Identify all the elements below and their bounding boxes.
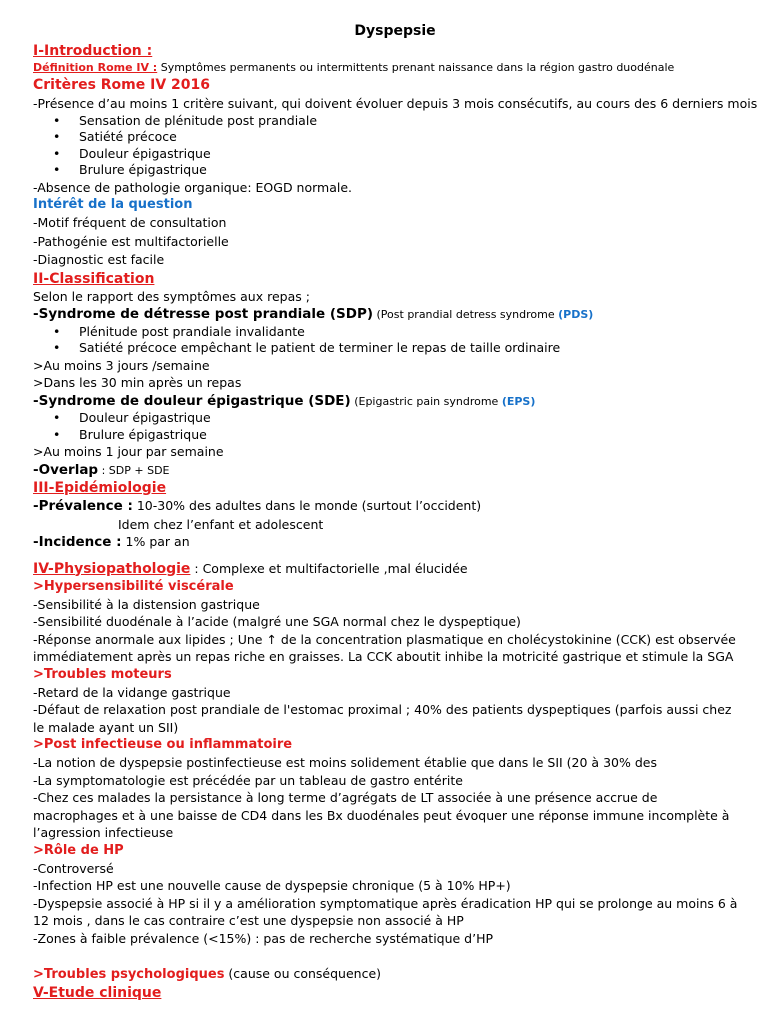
hp-item: -Infection HP est une nouvelle cause de dyspepsie chronique (5 à 10% HP+) (33, 878, 511, 893)
motor-heading: >Troubles moteurs (33, 666, 172, 682)
psych-text: (cause ou conséquence) (224, 966, 382, 981)
visceral-item: -Sensibilité à la distension gastrique (33, 596, 260, 612)
incidence-label: -Incidence : (33, 534, 122, 550)
list-item: • Satiété précoce empêchant le patient de terminer le repas de taille ordinaire (79, 340, 743, 357)
section-introduction-heading: I-Introduction : (33, 43, 153, 59)
section-classification-heading: II-Classification (33, 270, 155, 287)
interest-item: -Pathogénie est multifactorielle (33, 233, 229, 249)
incidence-text: 1% par an (121, 534, 190, 549)
psych-heading: >Troubles psychologiques (33, 967, 225, 982)
incidence-line (33, 533, 743, 552)
visceral-item: -Sensibilité duodénale à l’acide (malgré une SGA normal chez le dyspeptique) (33, 614, 521, 629)
overlap-text: : SDP + SDE (98, 463, 170, 477)
sdp-english: (Post prandial detress syndrome (373, 308, 559, 321)
prevalence-text-2: Idem chez l’enfant et adolescent (118, 516, 324, 532)
interest-heading: Intérêt de la question (33, 197, 193, 212)
sde-note: >Au moins 1 jour par semaine (33, 444, 224, 459)
sdp-title: -Syndrome de détresse post prandiale (SDP) (33, 306, 374, 322)
interest-item: -Diagnostic est facile (33, 252, 165, 267)
definition-label: Définition Rome IV : (33, 61, 158, 74)
section-clinical-heading: V-Etude clinique (33, 985, 162, 1001)
sdp-list (33, 324, 743, 357)
sde-abbr: (EPS) (501, 394, 536, 408)
visceral-heading: >Hypersensibilité viscérale (33, 578, 234, 594)
prevalence-line (33, 497, 743, 516)
sde-title: -Syndrome de douleur épigastrique (SDE) (33, 392, 351, 409)
sde-title-line (33, 392, 743, 411)
hp-heading: >Rôle de HP (33, 842, 124, 858)
criteria-lead: -Présence d’au moins 1 critère suivant, qui doivent évoluer depuis 3 mois consécutifs, au cours des 6 derniers mois (33, 96, 758, 111)
definition-line (33, 60, 743, 76)
psych-line (33, 965, 743, 984)
infect-item: -La symptomatologie est précédée par un tableau de gastro entérite (33, 772, 463, 788)
sde-english: (Epigastric pain syndrome (350, 394, 502, 408)
document-title: Dyspepsie (354, 23, 436, 39)
criteria-list (33, 113, 743, 179)
list-item: • Brulure épigastrique (79, 427, 743, 444)
absence-line: -Absence de pathologie organique: EOGD normale. (33, 179, 353, 195)
definition-text: Symptômes permanents ou intermittents prenant naissance dans la région gastro duodénale (157, 61, 675, 74)
infect-heading: >Post infectieuse ou inflammatoire (33, 737, 293, 752)
list-item: • Brulure épigastrique (79, 162, 743, 179)
classification-lead: Selon le rapport des symptômes aux repas ; (33, 288, 310, 304)
sdp-note: >Dans les 30 min après un repas (33, 375, 242, 390)
sdp-note: >Au moins 3 jours /semaine (33, 357, 210, 373)
motor-item: -Défaut de relaxation post prandiale de l'estomac proximal ; 40% des patients dyspeptiques (parfois aussi chez le malade ayant un SII) (33, 702, 732, 735)
physiopathology-summary: : Complexe et multifactorielle ,mal élucidée (190, 560, 468, 576)
motor-item: -Retard de la vidange gastrique (33, 684, 231, 700)
sde-list (33, 410, 743, 443)
spacer (33, 947, 743, 965)
sdp-abbr: (PDS) (558, 308, 594, 321)
hp-item: -Zones à faible prévalence (<15%) : pas de recherche systématique d’HP (33, 930, 494, 946)
list-item: • Douleur épigastrique (79, 410, 743, 427)
list-item: • Sensation de plénitude post prandiale (79, 113, 743, 130)
spacer (33, 552, 743, 560)
overlap-label: -Overlap (33, 461, 99, 478)
hp-item: -Controversé (33, 860, 114, 876)
infect-item: -Chez ces malades la persistance à long terme d’agrégats de LT associée à une présence accrue de macrophages et à une baisse de CD4 dans les Bx duodénales peut évoquer une réponse immune incomplète à l’agression infectieuse (33, 790, 730, 840)
interest-item: -Motif fréquent de consultation (33, 215, 227, 230)
criteria-heading: Critères Rome IV 2016 (33, 77, 211, 93)
prevalence-label: -Prévalence : (33, 498, 133, 514)
infect-item: -La notion de dyspepsie postinfectieuse est moins solidement établie que dans le SII (20 à 30% des (33, 755, 657, 770)
list-item: • Douleur épigastrique (79, 146, 743, 163)
list-item: • Plénitude post prandiale invalidante (79, 324, 743, 341)
section-epidemiology-heading: III-Epidémiologie (33, 480, 167, 496)
sdp-title-line (33, 305, 743, 324)
overlap-line (33, 461, 743, 480)
list-item: • Satiété précoce (79, 129, 743, 146)
physiopathology-heading-line (33, 560, 743, 578)
document-page (33, 20, 758, 1002)
visceral-item: -Réponse anormale aux lipides ; Une ↑ de la concentration plasmatique en cholécystokinine (CCK) est observée immédiatement après un repas riche en graisses. La CCK aboutit inhibe la motricité gastrique et stimule la SGA (33, 631, 736, 664)
hp-item: -Dyspepsie associé à HP si il y a amélioration symptomatique après éradication HP qui se prolonge au moins 6 à 12 mois , dans le cas contraire c’est une dyspepsie non associé à HP (33, 895, 738, 928)
prevalence-text: 10-30% des adultes dans le monde (surtout l’occident) (132, 498, 482, 513)
section-physiopathology-heading: IV-Physiopathologie (33, 560, 191, 577)
